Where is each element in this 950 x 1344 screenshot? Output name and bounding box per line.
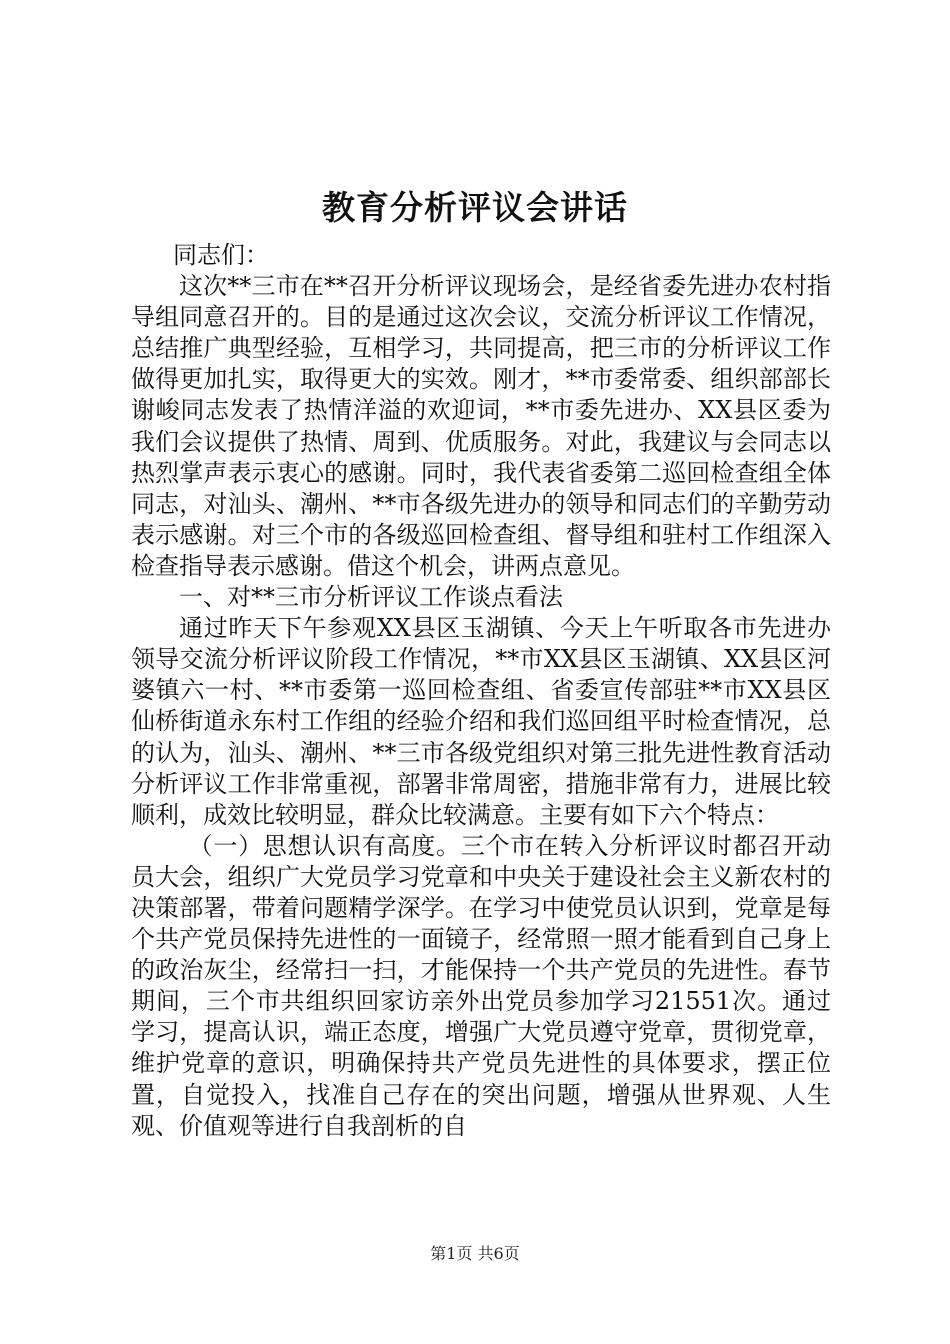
body-paragraph: 这次**三市在**召开分析评议现场会，是经省委先进办农村指导组同意召开的。目的是通过这次会议，交流分析评议工作情况，总结推广典型经验，互相学习，共同提高，把三市的分析评议工作做得更加扎实，取得更大的实效。刚才，**市委常委、组织部部长谢峻同志发表了热情洋溢的欢迎词，**市委先进办、XX县区委为我们会议提供了热情、周到、优质服务。对此，我建议与会同志以热烈掌声表示衷心的感谢。同时，我代表省委第二巡回检查组全体同志，对汕头、潮州、**市各级先进办的领导和同志们的辛勤劳动表示感谢。对三个市的各级巡回检查组、督导组和驻村工作组深入检查指导表示感谢。借这个机会，讲两点意见。 bbox=[131, 272, 831, 580]
page-number-footer: 第1页 共6页 bbox=[430, 1244, 520, 1263]
subsection-paragraph: （一）思想认识有高度。三个市在转入分析评议时都召开动员大会，组织广大党员学习党章和中央关于建设社会主义新农村的决策部署，带着问题精学深学。在学习中使党员认识到，党章是每个共产党员保持先进性的一面镜子，经常照一照才能看到自己身上的政治灰尘，经常扫一扫，才能保持一个共产党员的先进性。春节期间，三个市共组织回家访亲外出党员参加学习21551次。通过学习，提高认识，端正态度，增强广大党员遵守党章，贯彻党章，维护党章的意识，明确保持共产党员先进性的具体要求，摆正位置，自觉投入，找准自己存在的突出问题，增强从世界观、人生观、价值观等进行自我剖析的自 bbox=[131, 831, 831, 1140]
section-heading: 一、对**三市分析评议工作谈点看法 bbox=[179, 583, 563, 612]
body-paragraph: 通过昨天下午参观XX县区玉湖镇、今天上午听取各市先进办领导交流分析评议阶段工作情况，**市XX县区玉湖镇、XX县区河婆镇六一村、**市委第一巡回检查组、省委宣传部驻**市XX县区仙桥街道永东村工作组的经验介绍和我们巡回组平时检查情况，总的认为，汕头、潮州、**三市各级党组织对第三批先进性教育活动分析评议工作非常重视，部署非常周密，措施非常有力，进展比较顺利，成效比较明显，群众比较满意。主要有如下六个特点： bbox=[131, 614, 831, 829]
salutation-paragraph: 同志们： bbox=[173, 241, 269, 269]
document-body bbox=[131, 240, 831, 1142]
document-title: 教育分析评议会讲话 bbox=[322, 188, 628, 227]
